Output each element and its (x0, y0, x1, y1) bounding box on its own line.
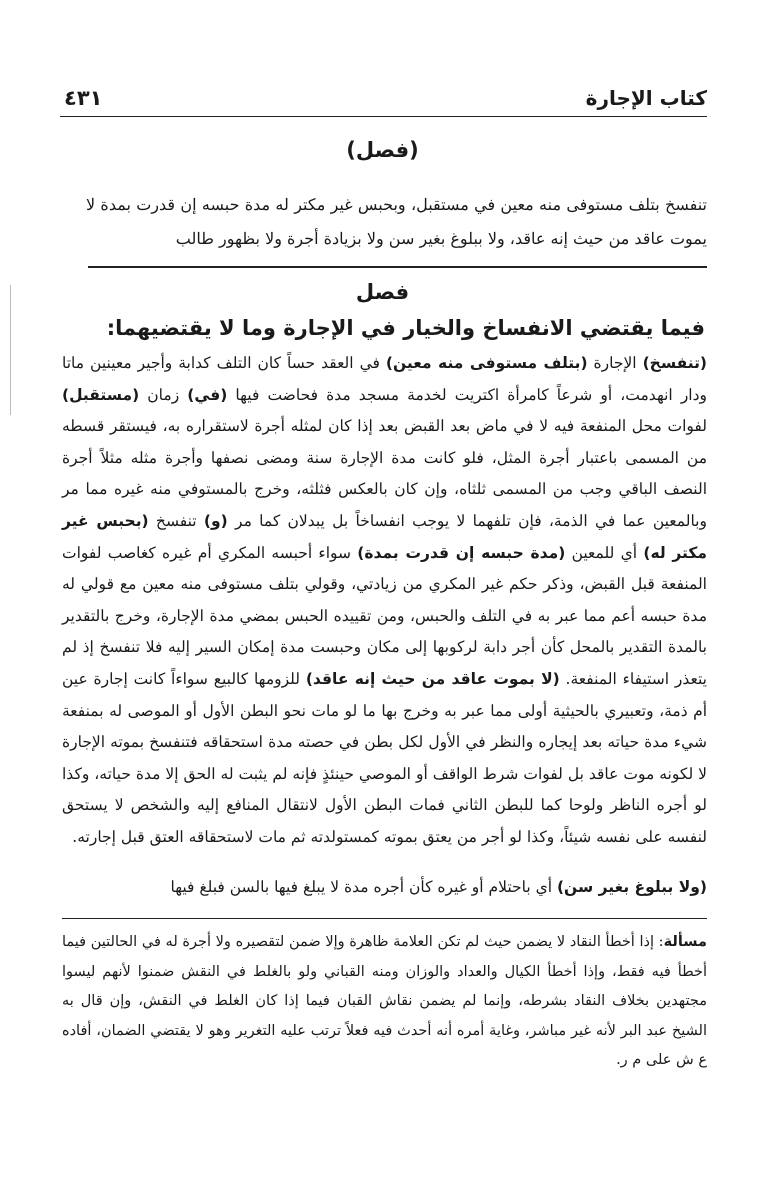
sharh-text: لفوات محل المنفعة فيه لا في ماض بعد القبض بعد إذا كان لمثله أجرة لاستقراره به، فيستقر قسطه من المسمى باعتبار أجرة المثل، فلو كانت مدة الإجارة سنة ومضى نصفها وأجرة مثله مثلاً أجرة النصف الباقي وجب من المسمى ثلثاه، وإن كان بالعكس فثلثه، وخرج بالمستوفي منه غيره مما مر وبالمعين عما في الذمة، فإن تلفهما لا يوجب انفساخاً بل يبدلان كما مر (62, 417, 707, 530)
quoted-matn: (في) (187, 385, 228, 404)
book-title: كتاب الإجارة (585, 86, 707, 110)
footnote (62, 928, 707, 1076)
sharh-text: زمان (139, 385, 188, 404)
footnote-label: مسألة (663, 934, 707, 950)
sharh-subtitle: فيما يقتضي الانفساخ والخيار في الإجارة وما لا يقتضيهما: (106, 316, 705, 340)
quoted-matn: (بتلف مستوفى منه معين) (385, 354, 588, 372)
quoted-matn: (تنفسخ) (642, 354, 707, 372)
quoted-matn: (لا بموت عاقد من حيث إنه عاقد) (305, 669, 560, 688)
sharh-text: أي للمعين (565, 543, 644, 562)
matn-section-title: (فصل) (346, 138, 419, 162)
sharh-text: للزومها كالبيع سواءاً كانت إجارة عين أم ذمة، وتعبيري بالحيثية أولى مما عبر به وخرج بها ما لو مات نحو البطن الأول أو الموصى له بمنفعة شيء مدة حياته بعد إيجاره والنظر في الأول لكل بطن في حصته مدة استحقاقه فتنفسخ بموته الإجارة لا لكونه موت عاقد بل لفوات شرط الواقف أو الموصي حينئذٍ فإنه لم يثبت له الحق إلا مدة حياته، وكذا لو أجره الناظر ولوحا كما للبطن الثاني فمات البطن الأول لانتقال المنافع إليه والشخص لا يستحق لنفسه على نفسه شيئاً، وكذا لو أجر من يعتق بموته كمستولدته ثم مات لاستحقاقه العتق قبل إجارته. (62, 669, 707, 846)
sharh-text: في العقد حساً كان التلف كدابة وأجير معينين ماتا ودار انهدمت، أو شرعاً كامرأة اكتريت لخدمة مسجد مدة فحاضت فيها (62, 354, 707, 404)
sharh-paragraph (62, 348, 707, 854)
quoted-matn: (ولا ببلوغ بغير سن) (556, 878, 707, 896)
sharh-text: سواء أحبسه المكري أم غيره كغاصب لفوات المنفعة قبل القبض، وذكر حكم غير المكري من زيادتي، وقولي بتلف مستوفى منه معين مع قولي له مدة حبسه أعم مما عبر به في التلف والحبس، ومن تقييده الحبس بمضي مدة الإجارة، وخرج بالتقدير بالمدة التقدير بالمحل كأن أجر دابة لركوبها إلى مكان وحبست مدة إمكان السير إليه فلا تنفسخ إذ لم يتعذر استيفاء المنفعة. (62, 543, 707, 688)
quoted-matn: (و) (203, 511, 228, 530)
quoted-matn: (بحبس غير مكتر له) (62, 511, 707, 562)
quoted-matn: (مدة حبسه إن قدرت بمدة) (357, 543, 566, 562)
footnote-text: : إذا أخطأ النقاد لا يضمن حيث لم تكن العلامة ظاهرة وإلا ضمن لتقصيره ولا أجرة له في الحالتين فيما أخطأ فيه فقط، وإذا أخطأ الكيال والعداد والوزان ومنه القباني ولو بالغلط في النقش ضمنوا لأنهم ليسوا مجتهدين بخلاف النقاد بشرطه، وإنما لم يضمن نقاش القبان فيما إذا كان الغلط في النقش، وإن قال به الشيخ عبد البر لأنه غير مباشر، وغاية أمره أنه أحدث فيه فعلاً ترتب عليه التغرير وهو لا يقتضي الضمان، أفاده ع ش على م ر. (62, 934, 707, 1068)
quoted-matn: (مستقبل) (62, 385, 140, 404)
sharh-paragraph-2 (62, 872, 707, 903)
sharh-text: الإجارة (587, 354, 643, 372)
page-number: ٤٣١ (64, 86, 103, 110)
sharh-text: أي باحتلام أو غيره كأن أجره مدة لا يبلغ فيها بالسن فبلغ فيها (170, 878, 557, 896)
sharh-section-title: فصل (355, 280, 410, 304)
matn-text: تنفسخ بتلف مستوفى منه معين في مستقبل، وبحبس غير مكتر له مدة حبسه إن قدرت بمدة لا يموت عاقد من حيث إنه عاقد، ولا ببلوغ بغير سن ولا بزيادة أجرة ولا بظهور طالب (86, 195, 707, 248)
page-header (60, 86, 707, 117)
matn-divider (88, 266, 707, 268)
scan-margin-line (10, 285, 11, 415)
sharh-text: تنفسخ (148, 511, 204, 530)
footnote-divider (62, 918, 707, 919)
